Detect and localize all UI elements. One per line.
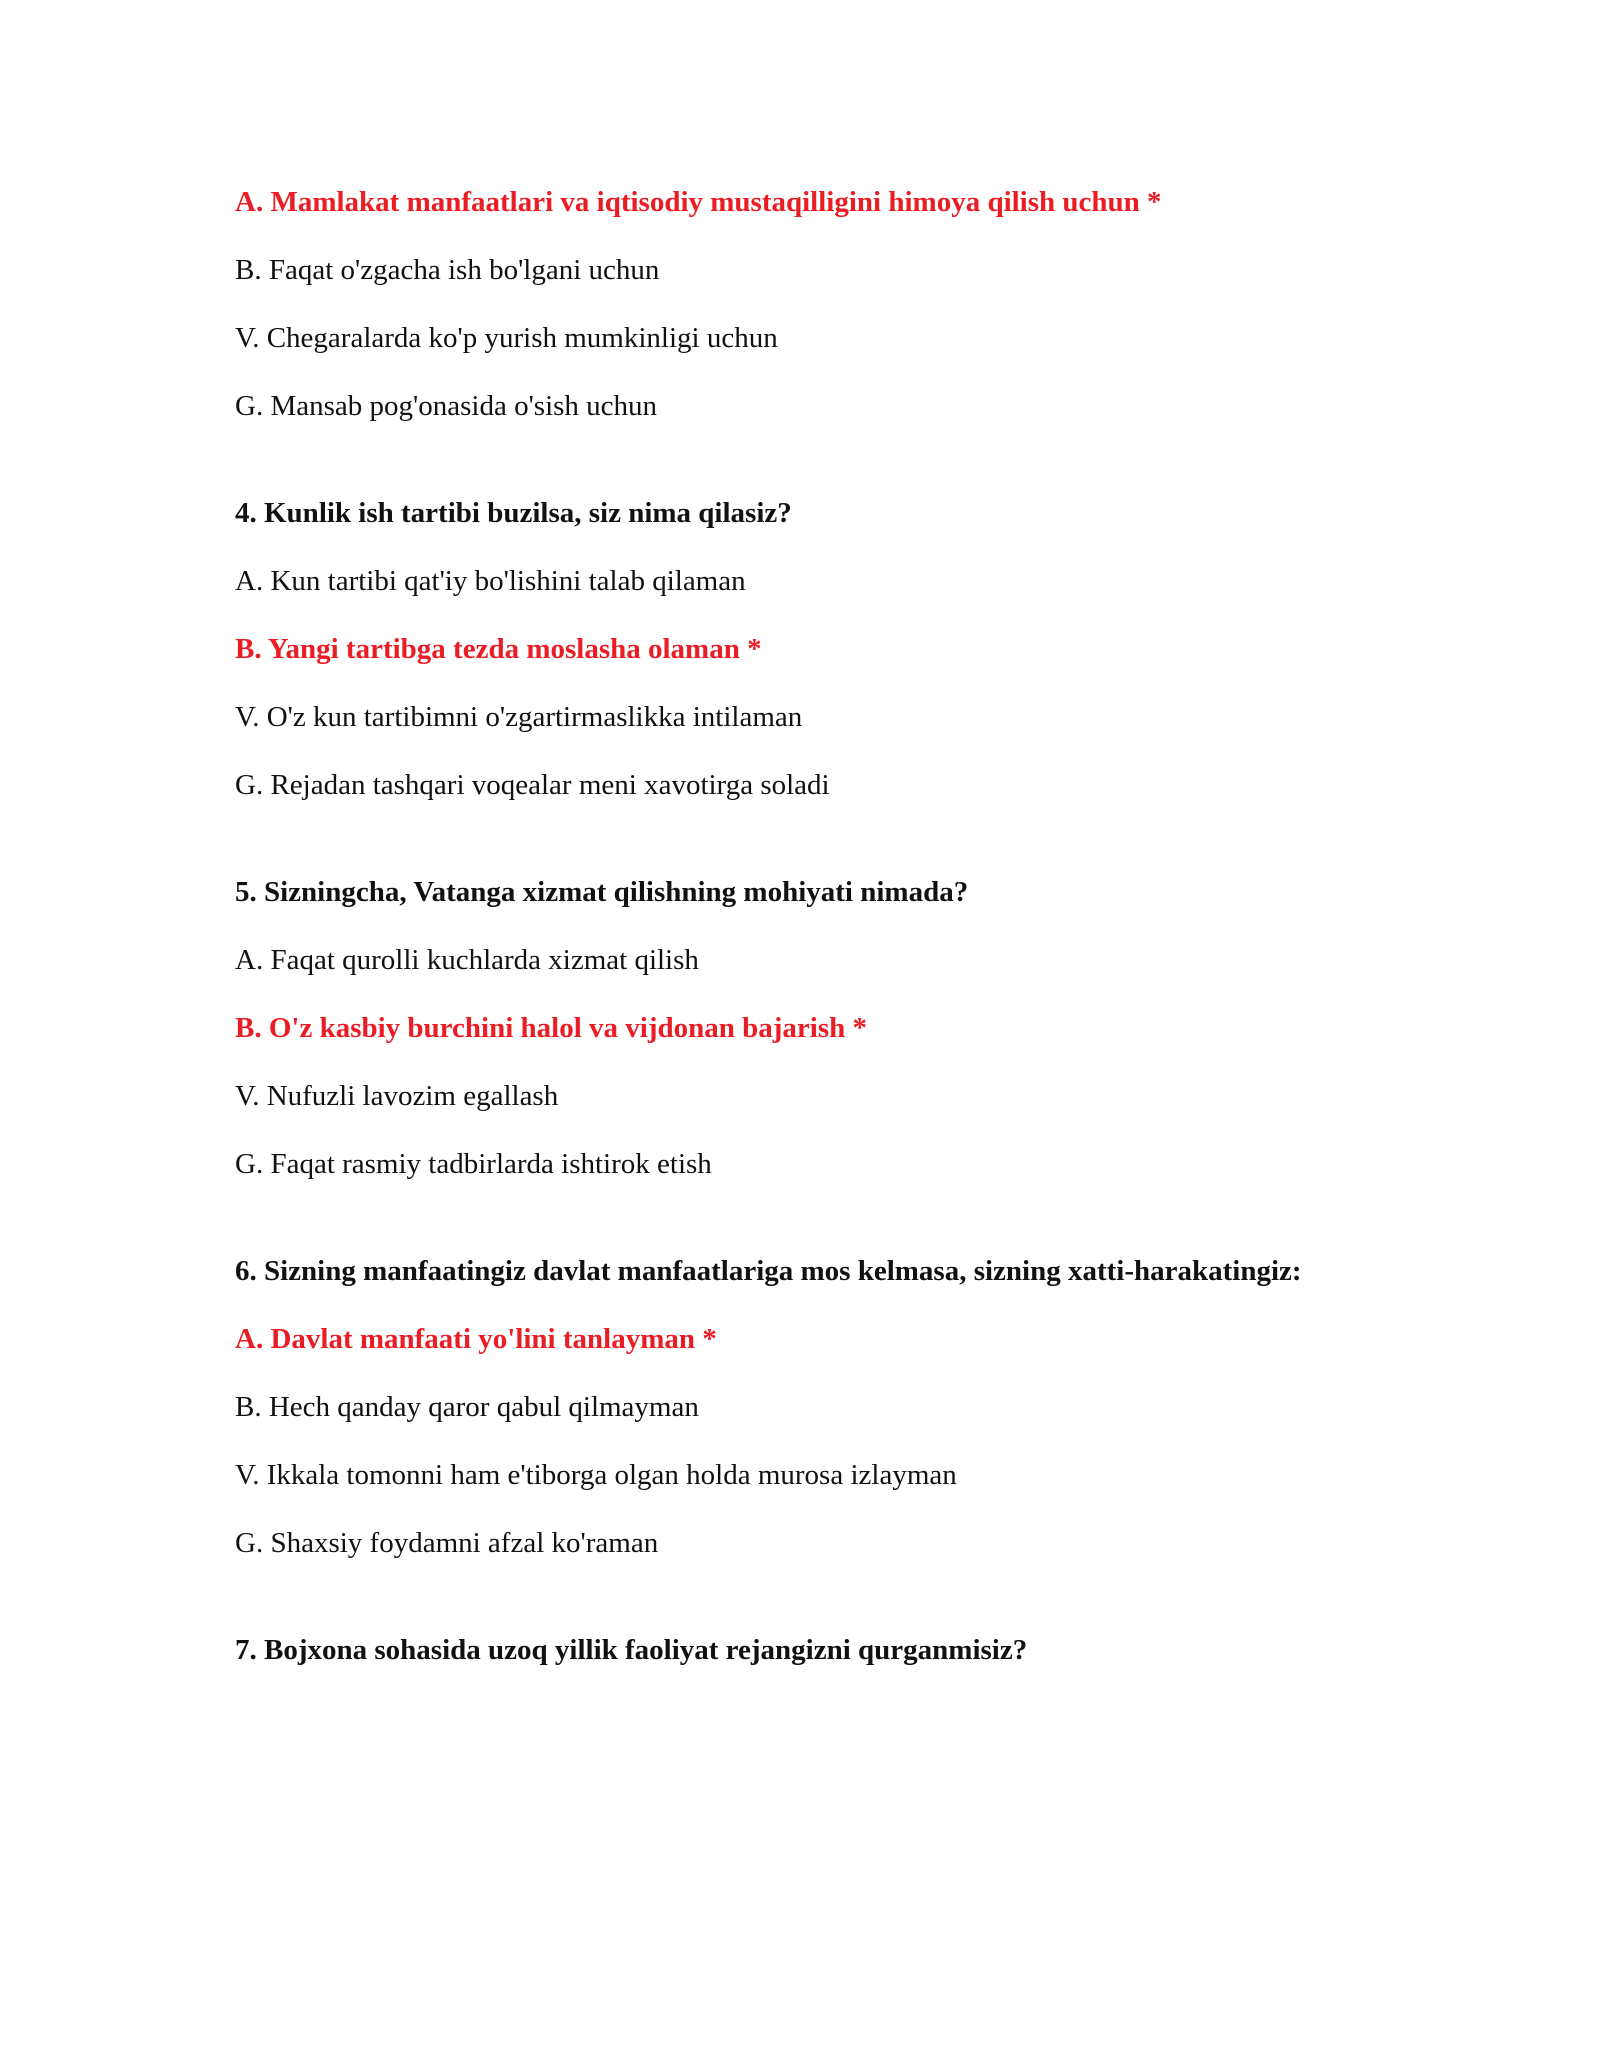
q5-option-a: A. Faqat qurolli kuchlarda xizmat qilish [235,944,699,976]
q5-option-v: V. Nufuzli lavozim egallash [235,1080,559,1112]
q4-option-g: G. Rejadan tashqari voqealar meni xavotirga soladi [235,769,830,801]
q5-option-b-correct: B. O'z kasbiy burchini halol va vijdonan bajarish * [235,1012,867,1044]
q3-option-v: V. Chegaralarda ko'p yurish mumkinligi uchun [235,322,778,354]
q6-question: 6. Sizning manfaatingiz davlat manfaatlariga mos kelmasa, sizning xatti-harakatingiz: [235,1255,1302,1287]
q6-option-a-correct: A. Davlat manfaati yo'lini tanlayman * [235,1323,717,1355]
quiz-content [235,182,1335,1698]
q4-option-v: V. O'z kun tartibimni o'zgartirmaslikka intilaman [235,701,803,733]
q6-option-b: B. Hech qanday qaror qabul qilmayman [235,1391,699,1423]
q5-option-g: G. Faqat rasmiy tadbirlarda ishtirok etish [235,1148,712,1180]
q3-option-a-correct: A. Mamlakat manfaatlari va iqtisodiy mustaqilligini himoya qilish uchun * [235,186,1162,218]
q6-option-g: G. Shaxsiy foydamni afzal ko'raman [235,1527,659,1559]
q3-option-b: B. Faqat o'zgacha ish bo'lgani uchun [235,254,660,286]
q7-question: 7. Bojxona sohasida uzoq yillik faoliyat rejangizni qurganmisiz? [235,1634,1028,1666]
q6-option-v: V. Ikkala tomonni ham e'tiborga olgan holda murosa izlayman [235,1459,957,1491]
q4-question: 4. Kunlik ish tartibi buzilsa, siz nima qilasiz? [235,497,792,529]
q3-option-g: G. Mansab pog'onasida o'sish uchun [235,390,658,422]
q4-option-b-correct: B. Yangi tartibga tezda moslasha olaman * [235,633,762,665]
q5-question: 5. Sizningcha, Vatanga xizmat qilishning mohiyati nimada? [235,876,969,908]
q4-option-a: A. Kun tartibi qat'iy bo'lishini talab qilaman [235,565,746,597]
